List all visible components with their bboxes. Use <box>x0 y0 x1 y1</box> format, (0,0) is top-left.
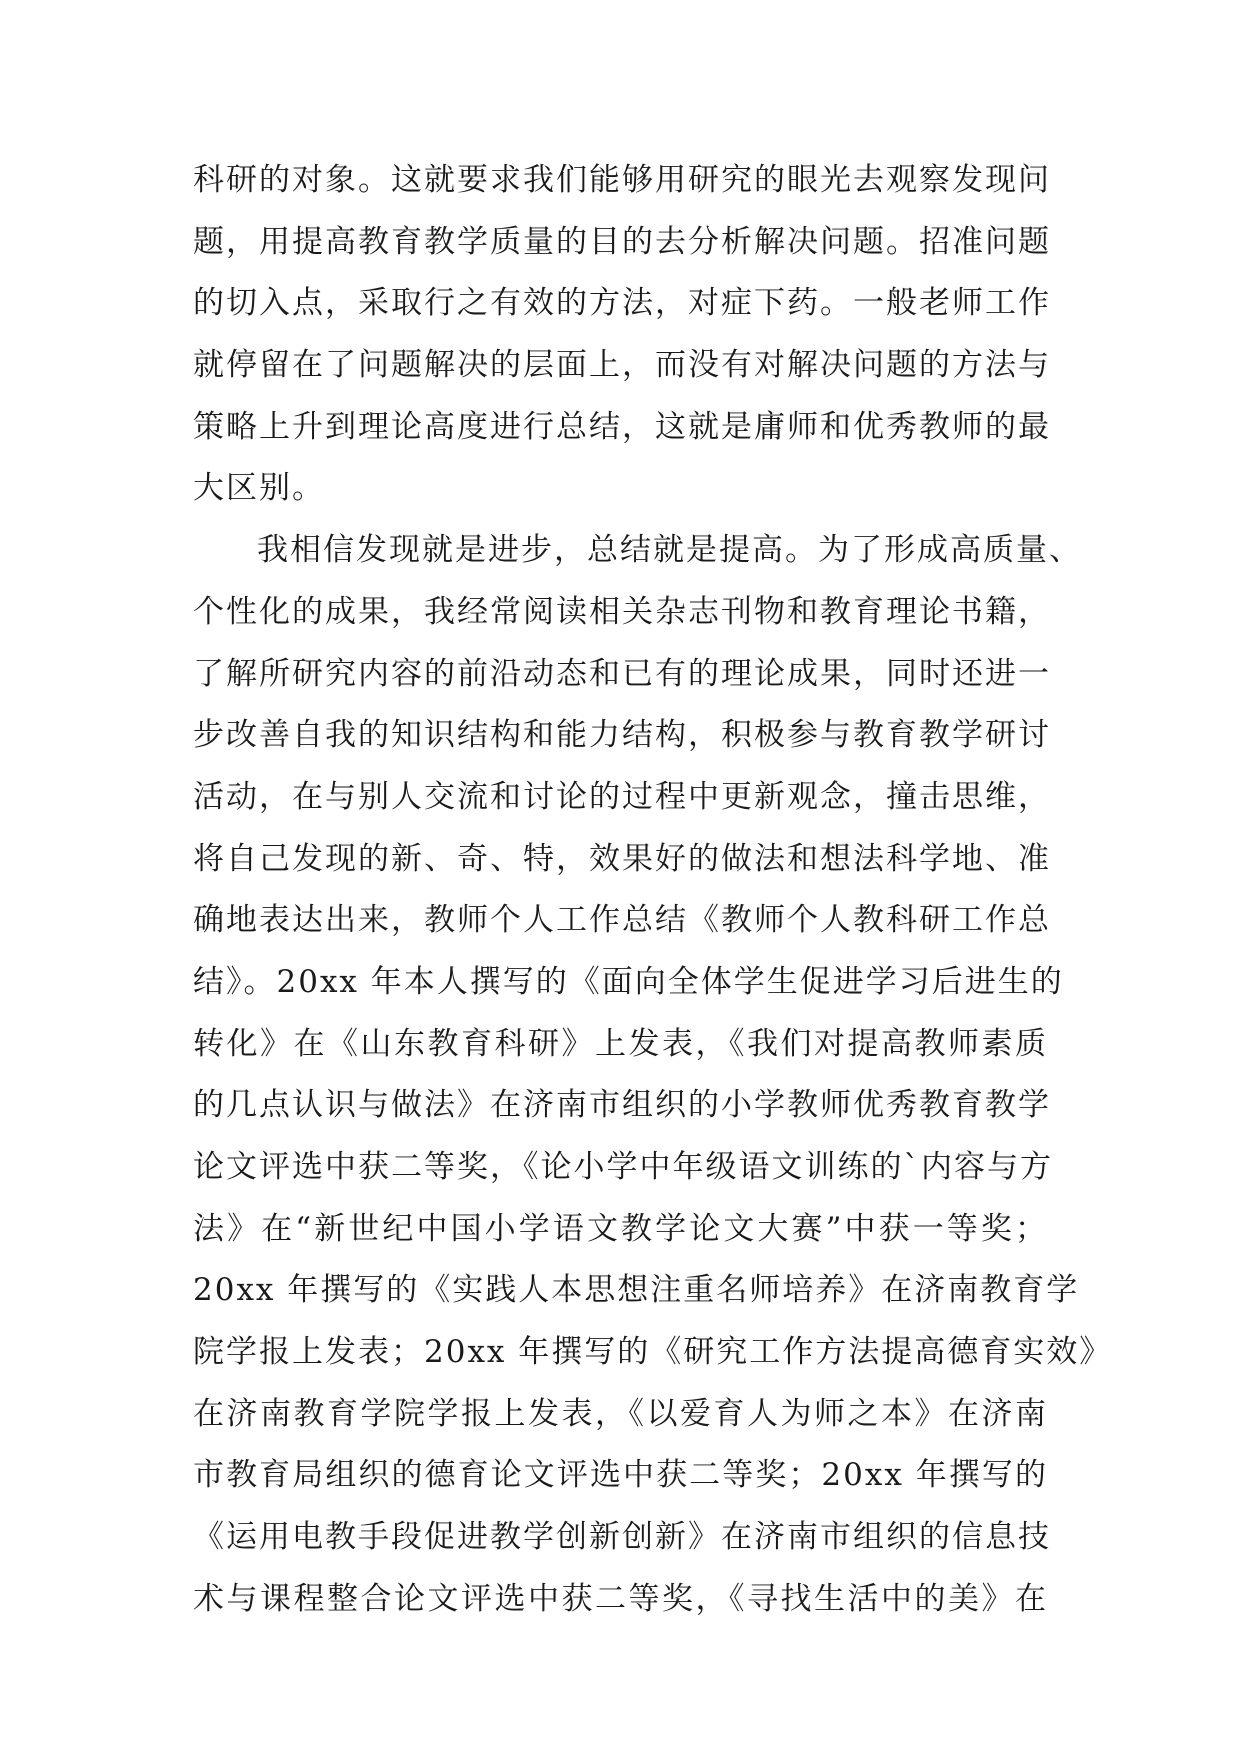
text-line: 了解所研究内容的前沿动态和已有的理论成果，同时还进一 <box>193 655 1051 692</box>
text-line: 结》。20xx 年本人撰写的《面向全体学生促进学习后进生的 <box>193 963 1064 1000</box>
text-line: 市教育局组织的德育论文评选中获二等奖；20xx 年撰写的 <box>193 1457 1048 1494</box>
text-line: 科研的对象。这就要求我们能够用研究的眼光去观察发现问 <box>193 162 1051 198</box>
text-line: 就停留在了问题解决的层面上，而没有对解决问题的方法与 <box>193 347 1051 384</box>
text-line: 将自己发现的新、奇、特，效果好的做法和想法科学地、准 <box>193 840 1051 877</box>
text-line: 策略上升到理论高度进行总结，这就是庸师和优秀教师的最 <box>193 408 1051 445</box>
text-line: 的切入点，采取行之有效的方法，对症下药。一般老师工作 <box>193 285 1051 322</box>
text-line: 术与课程整合论文评选中获二等奖，《寻找生活中的美》在 <box>193 1580 1048 1617</box>
text-line: 转化》在《山东教育科研》上发表，《我们对提高教师素质 <box>193 1025 1048 1062</box>
body-text <box>193 150 1113 1631</box>
text-line: 在济南教育学院学报上发表，《以爱育人为师之本》在济南 <box>193 1395 1048 1432</box>
text-line: 个性化的成果，我经常阅读相关杂志刊物和教育理论书籍， <box>193 593 1051 630</box>
text-line: 《运用电教手段促进教学创新创新》在济南市组织的信息技 <box>193 1519 1051 1556</box>
text-line: 论文评选中获二等奖，《论小学中年级语文训练的`内容与方 <box>193 1149 1053 1185</box>
text-line: 活动，在与别人交流和讨论的过程中更新观念，撞击思维， <box>193 778 1051 815</box>
paragraph <box>193 520 1113 1630</box>
text-line: 题，用提高教育教学质量的目的去分析解决问题。招准问题 <box>193 223 1051 260</box>
paragraph <box>193 150 1051 520</box>
text-line: 20xx 年撰写的《实践人本思想注重名师培养》在济南教育学 <box>193 1272 1080 1309</box>
text-line: 确地表达出来，教师个人工作总结《教师个人教科研工作总 <box>193 902 1051 939</box>
text-line: 院学报上发表；20xx 年撰写的《研究工作方法提高德育实效》 <box>193 1334 1113 1371</box>
text-line: 大区别。 <box>193 470 325 507</box>
text-line: 我相信发现就是进步，总结就是提高。为了形成高质量、 <box>257 532 1082 569</box>
text-line: 法》在“新世纪中国小学语文教学论文大赛”中获一等奖； <box>193 1210 1048 1247</box>
text-line: 的几点认识与做法》在济南市组织的小学教师优秀教育教学 <box>193 1087 1051 1124</box>
text-line: 步改善自我的知识结构和能力结构，积极参与教育教学研讨 <box>193 717 1051 754</box>
